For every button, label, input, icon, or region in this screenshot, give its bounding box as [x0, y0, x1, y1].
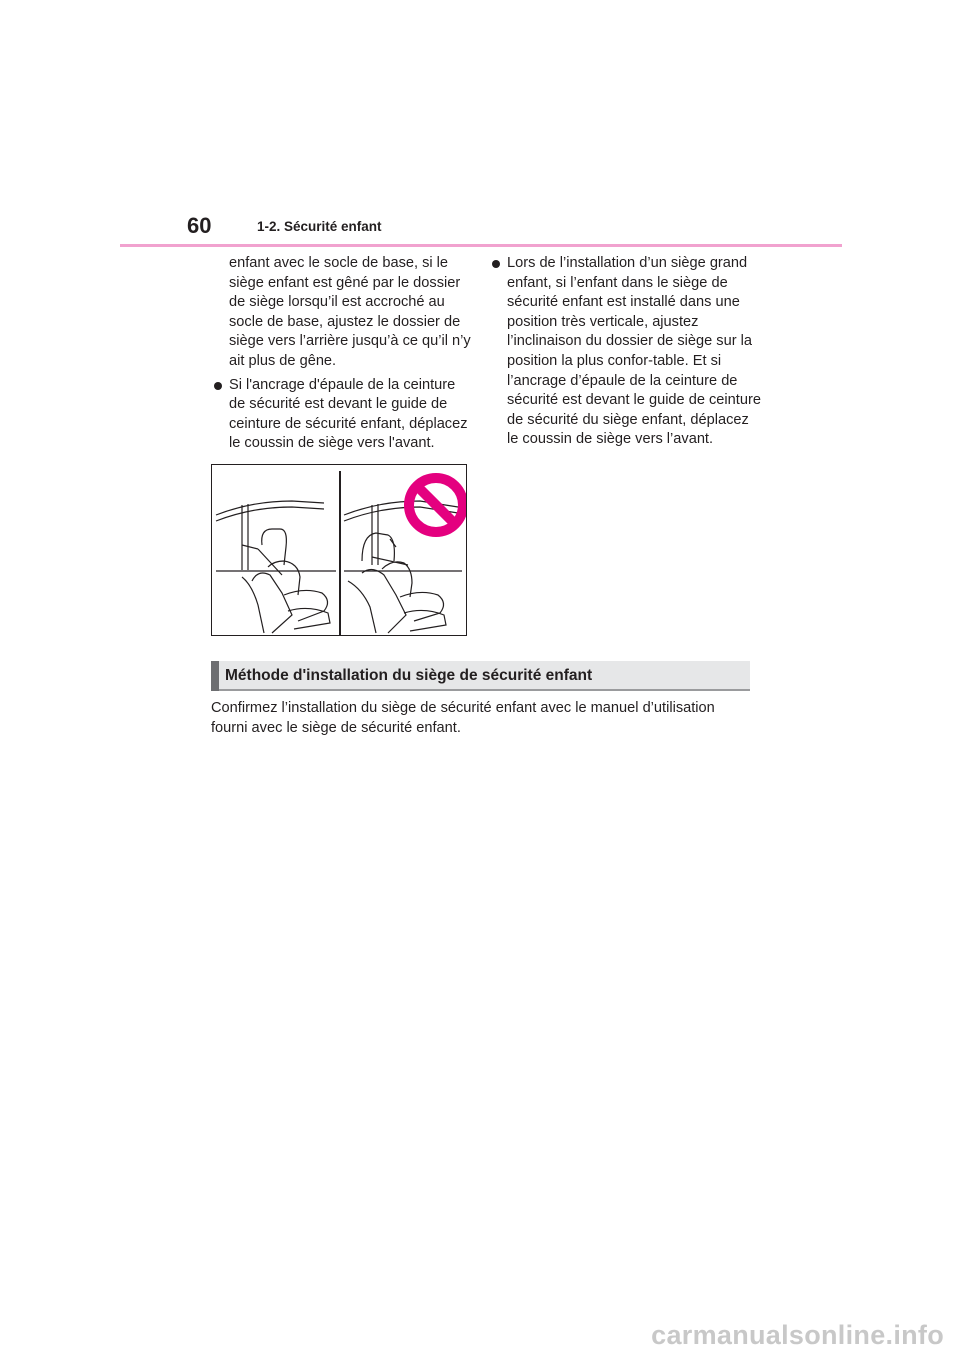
bullet-icon [492, 260, 500, 268]
bullet-item [491, 254, 761, 450]
section-heading-title: Méthode d'installation du siège de sécurité enfant [225, 667, 593, 684]
bullet-item [213, 376, 475, 454]
prohibition-icon [409, 478, 463, 532]
bullet-icon [214, 382, 222, 390]
body-paragraph: Confirmez l’installation du siège de sécurité enfant avec le manuel d’utilisation fourni avec le siège de sécurité enfant. [211, 700, 715, 736]
right-column [491, 254, 761, 454]
child-seat-illustration [211, 464, 467, 636]
header-divider [120, 244, 842, 247]
left-column [213, 254, 475, 458]
bullet-text: Si l'ancrage d'épaule de la ceinture de sécurité est devant le guide de ceinture de sécurité enfant, déplacez le coussin de siège vers l'avant. [229, 376, 468, 452]
heading-accent-bar [211, 661, 219, 691]
watermark: carmanualsonline.info [651, 1320, 944, 1350]
continuation-paragraph: enfant avec le socle de base, si le siège enfant est gêné par le dossier de siège lorsqu’il est accroché au socle de base, ajustez le dossier de siège vers l’arrière jusqu’à ce qu’il n’y ait plus de gêne. [229, 255, 471, 369]
correct-installation-panel [216, 501, 336, 633]
incorrect-installation-panel [344, 501, 462, 633]
page-number: 60 [187, 213, 212, 238]
section-title: 1-2. Sécurité enfant [257, 219, 382, 234]
illustration-svg [212, 465, 466, 635]
section-heading [211, 661, 750, 691]
bullet-text: Lors de l’installation d’un siège grand enfant, si l’enfant dans le siège de sécurité enfant est installé dans une position très verticale, ajustez l’inclinaison du dossier de siège sur la position la plus confor-table. Et si l’ancrage d’épaule de la ceinture de sécurité est devant le guide de ceinture de sécurité du siège enfant, déplacez le coussin de siège vers l’avant. [507, 255, 761, 448]
